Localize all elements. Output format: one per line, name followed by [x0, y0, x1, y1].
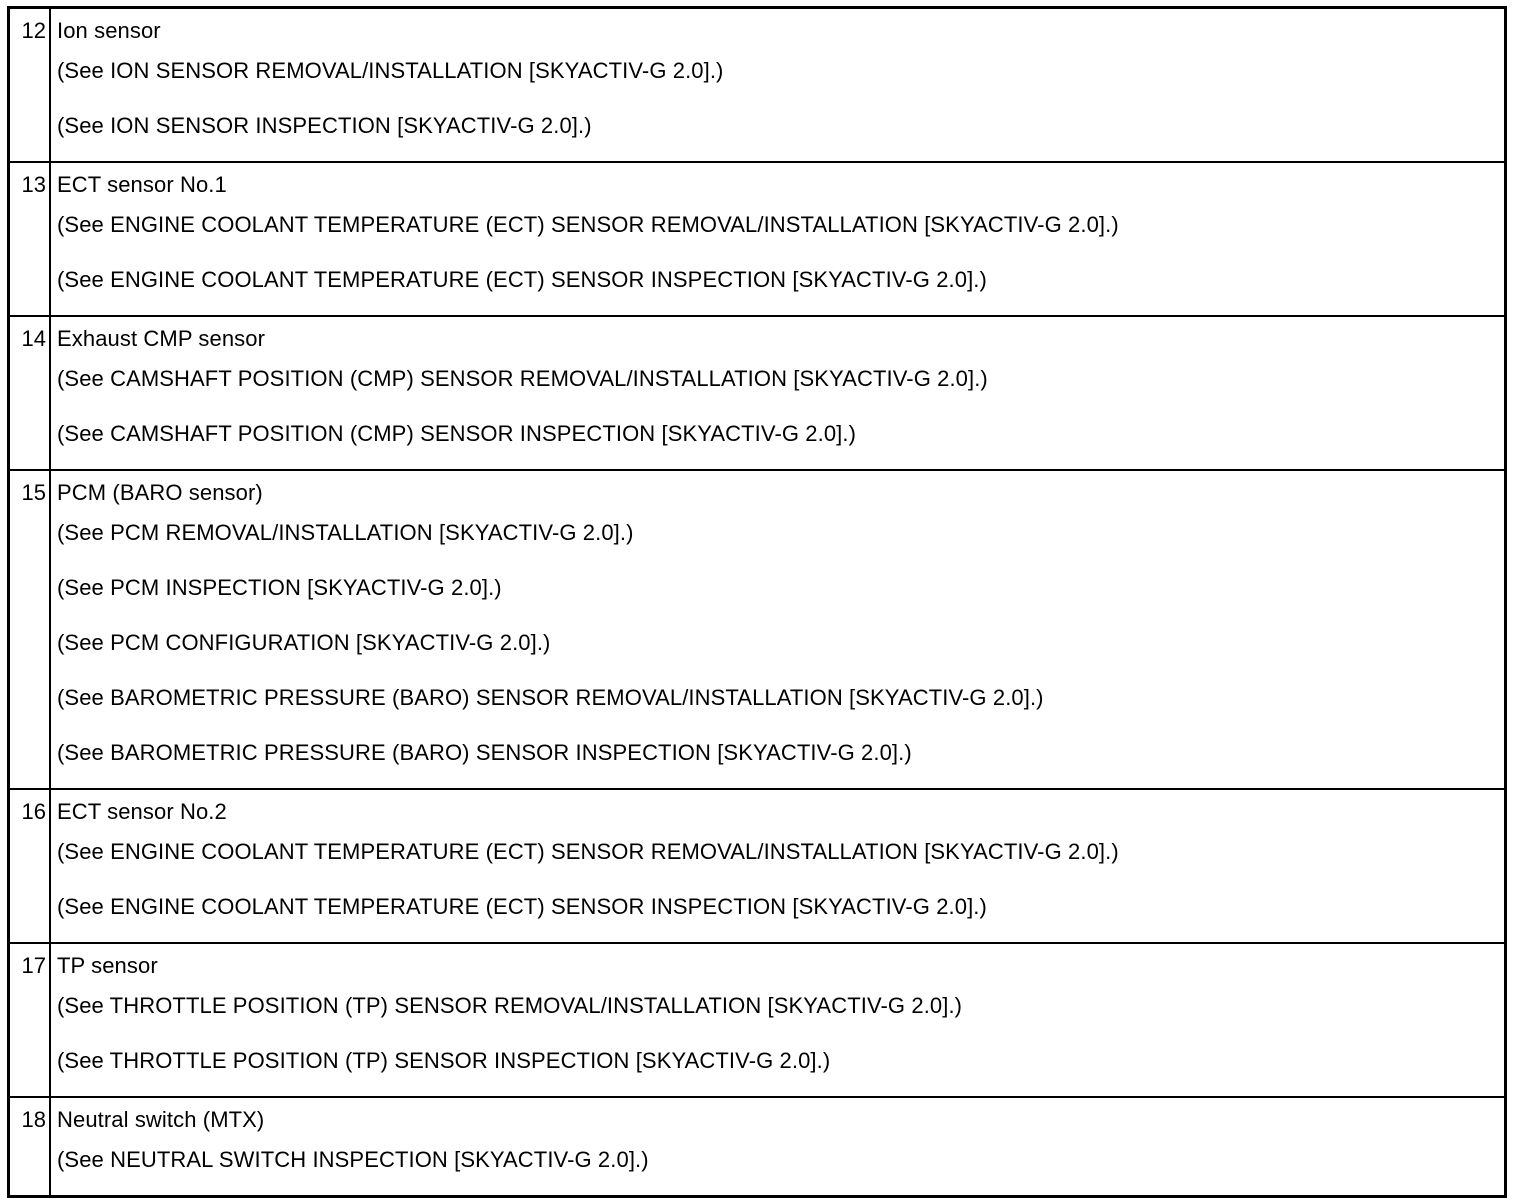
- reference-link[interactable]: (See ENGINE COOLANT TEMPERATURE (ECT) SENSOR INSPECTION [SKYACTIV-G 2.0].): [57, 267, 987, 292]
- reference-link[interactable]: (See BAROMETRIC PRESSURE (BARO) SENSOR REMOVAL/INSTALLATION [SKYACTIV-G 2.0].): [57, 685, 1044, 710]
- row-title: PCM (BARO sensor): [57, 480, 263, 505]
- reference-link[interactable]: (See BAROMETRIC PRESSURE (BARO) SENSOR INSPECTION [SKYACTIV-G 2.0].): [57, 740, 912, 765]
- row-number: 13: [21, 172, 46, 197]
- reference-link[interactable]: (See ENGINE COOLANT TEMPERATURE (ECT) SENSOR REMOVAL/INSTALLATION [SKYACTIV-G 2.0].): [57, 212, 1119, 237]
- row-description-cell: [50, 943, 1506, 1097]
- row-number: 14: [21, 326, 46, 351]
- row-description-cell: [50, 1097, 1506, 1197]
- row-description-cell: [50, 789, 1506, 943]
- reference-link[interactable]: (See PCM CONFIGURATION [SKYACTIV-G 2.0].): [57, 630, 551, 655]
- row-title: Neutral switch (MTX): [57, 1107, 265, 1132]
- reference-link[interactable]: (See ENGINE COOLANT TEMPERATURE (ECT) SENSOR INSPECTION [SKYACTIV-G 2.0].): [57, 894, 987, 919]
- row-title: TP sensor: [57, 953, 158, 978]
- row-number: 17: [21, 953, 46, 978]
- reference-link[interactable]: (See PCM INSPECTION [SKYACTIV-G 2.0].): [57, 575, 502, 600]
- reference-link[interactable]: (See ION SENSOR REMOVAL/INSTALLATION [SKYACTIV-G 2.0].): [57, 58, 724, 83]
- table-row: [9, 316, 1506, 470]
- row-title: Exhaust CMP sensor: [57, 326, 266, 351]
- reference-link[interactable]: (See ION SENSOR INSPECTION [SKYACTIV-G 2.0].): [57, 113, 592, 138]
- row-title: Ion sensor: [57, 18, 161, 43]
- reference-link[interactable]: (See CAMSHAFT POSITION (CMP) SENSOR REMOVAL/INSTALLATION [SKYACTIV-G 2.0].): [57, 366, 988, 391]
- row-number: 16: [21, 799, 46, 824]
- row-number-cell: [9, 8, 51, 163]
- row-description-cell: [50, 316, 1506, 470]
- parts-table: [7, 6, 1507, 1198]
- row-number-cell: [9, 789, 51, 943]
- row-number: 15: [21, 480, 46, 505]
- row-number-cell: [9, 162, 51, 316]
- reference-link[interactable]: (See THROTTLE POSITION (TP) SENSOR REMOVAL/INSTALLATION [SKYACTIV-G 2.0].): [57, 993, 963, 1018]
- table-row: [9, 162, 1506, 316]
- row-title: ECT sensor No.2: [57, 799, 227, 824]
- row-title: ECT sensor No.1: [57, 172, 227, 197]
- row-description-cell: [50, 8, 1506, 163]
- row-description-cell: [50, 162, 1506, 316]
- table-row: [9, 789, 1506, 943]
- table-row: [9, 470, 1506, 789]
- table-row: [9, 1097, 1506, 1197]
- row-number-cell: [9, 1097, 51, 1197]
- row-number: 12: [21, 18, 46, 43]
- row-number-cell: [9, 470, 51, 789]
- row-description-cell: [50, 470, 1506, 789]
- reference-link[interactable]: (See CAMSHAFT POSITION (CMP) SENSOR INSPECTION [SKYACTIV-G 2.0].): [57, 421, 857, 446]
- table-row: [9, 943, 1506, 1097]
- table-row: [9, 8, 1506, 163]
- row-number-cell: [9, 316, 51, 470]
- reference-link[interactable]: (See THROTTLE POSITION (TP) SENSOR INSPECTION [SKYACTIV-G 2.0].): [57, 1048, 831, 1073]
- reference-link[interactable]: (See PCM REMOVAL/INSTALLATION [SKYACTIV-G 2.0].): [57, 520, 634, 545]
- row-number: 18: [21, 1107, 46, 1132]
- reference-link[interactable]: (See ENGINE COOLANT TEMPERATURE (ECT) SENSOR REMOVAL/INSTALLATION [SKYACTIV-G 2.0].): [57, 839, 1119, 864]
- row-number-cell: [9, 943, 51, 1097]
- reference-link[interactable]: (See NEUTRAL SWITCH INSPECTION [SKYACTIV-G 2.0].): [57, 1147, 649, 1172]
